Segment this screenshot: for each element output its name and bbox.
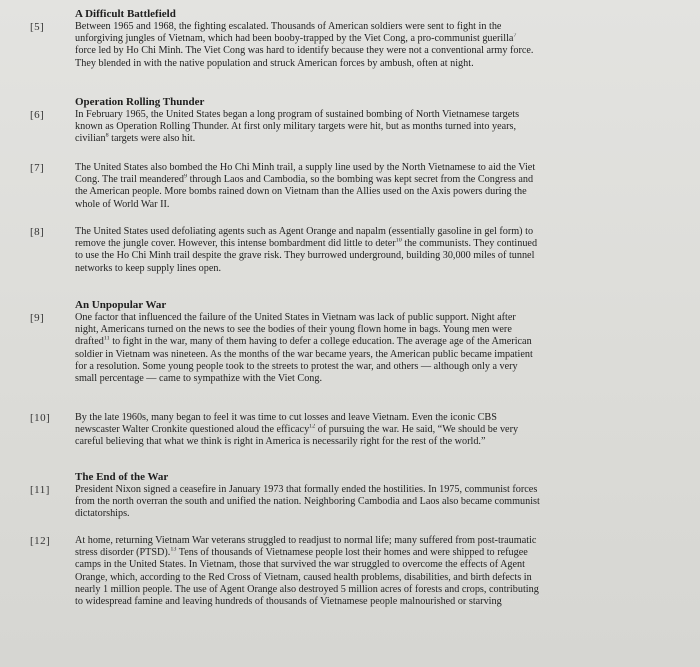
text-line: The United States also bombed the Ho Chi Minh trail, a supply line used by the North Vietnamese to aid the Viet xyxy=(75,162,536,173)
text-line: The United States used defoliating agents such as Agent Orange and napalm (essentially gasoline in gel form) to xyxy=(75,226,534,237)
text-line: soldier in Vietnam was nineteen. As the months of the war became years, the American public became impatient xyxy=(75,348,533,360)
paragraph-text xyxy=(75,535,667,608)
paragraph-text xyxy=(75,226,667,275)
text-line: unforgiving jungles of Vietnam, which had been booby-trapped by the Viet Cong, a pro-communist guerilla$^7$ xyxy=(75,33,517,45)
paragraph-text xyxy=(75,412,667,449)
paragraph-text xyxy=(75,312,667,385)
text-line: civilian$^8$ targets were also hit. xyxy=(75,133,196,145)
paragraph-text xyxy=(75,109,667,146)
text-line: At home, returning Vietnam War veterans struggled to readjust to normal life; many suffered from post-traumatic xyxy=(75,535,537,546)
text-line: By the late 1960s, many began to feel it was time to cut losses and leave Vietnam. Even the iconic CBS xyxy=(75,412,497,423)
text-line: networks to keep supply lines open. xyxy=(75,262,221,274)
paragraph-number: [8] xyxy=(30,226,45,238)
footnote-marker: 8 xyxy=(105,133,109,140)
footnote-marker: 13 xyxy=(170,547,177,553)
footnote-marker: 12 xyxy=(309,424,316,430)
section-title-unpopular-war: An Unpopular War xyxy=(75,299,167,311)
text-line: In February 1965, the United States began a long program of sustained bombing of North Vietnamese targets xyxy=(75,109,520,120)
footnote-marker: 9 xyxy=(184,174,188,180)
paragraph-number: [11] xyxy=(30,484,50,496)
section-title-difficult-battlefield: A Difficult Battlefield xyxy=(75,8,176,20)
paragraph-number: [10] xyxy=(30,412,51,424)
text-line: small percentage — came to sympathize with the Viet Cong. xyxy=(75,373,323,385)
text-line: night, Americans turned on the news to see the bodies of their young flown home in bags. Young men were xyxy=(75,324,512,336)
paragraph-text xyxy=(75,162,667,211)
paragraph-text xyxy=(75,21,667,70)
text-line: President Nixon signed a ceasefire in January 1973 that formally ended the hostilities. In 1975, communist forces xyxy=(75,484,538,495)
footnote-marker: 11 xyxy=(103,336,110,343)
text-line: the American people. More bombs rained down on Vietnam than the Allies used on the Axis powers during the xyxy=(75,186,527,198)
paragraph-number: [5] xyxy=(30,21,45,33)
text-line: newscaster Walter Cronkite questioned aloud the efficacy$^{12}$ of pursuing the war. He said, “We should be very xyxy=(75,424,519,436)
text-line: stress disorder (PTSD).$^{13}$ Tens of thousands of Vietnamese people lost their homes and were shipped to refugee xyxy=(75,547,528,559)
paragraph-text xyxy=(75,484,667,521)
text-line: force led by Ho Chi Minh. The Viet Cong was hard to identify because they were not a conventional army force. xyxy=(75,45,534,57)
paragraph-number: [12] xyxy=(30,535,51,547)
text-line: whole of World War II. xyxy=(75,198,170,210)
text-line: One factor that influenced the failure of the United States in Vietnam was lack of public support. Night after xyxy=(75,312,516,323)
section-title-end-of-war: The End of the War xyxy=(75,471,169,483)
text-line: Cong. The trail meandered$^9$ through Laos and Cambodia, so the bombing was kept secret from the Congress and xyxy=(75,174,534,186)
paragraph-number: [7] xyxy=(30,162,45,174)
text-line: They blended in with the native population and struck American forces by ambush, often at night. xyxy=(75,57,474,69)
text-line: remove the jungle cover. However, this intense bombardment did little to deter$^{10}$ the communists. They continued xyxy=(75,238,538,250)
text-line: Orange, which, according to the Red Cross of Vietnam, caused health problems, disabilities, and birth defects in xyxy=(75,571,532,583)
text-line: nearly 1 million people. The use of Agent Orange also destroyed 5 million acres of forests and crops, contributing xyxy=(75,583,539,595)
text-line: from the north overran the south and unified the nation. Neighboring Cambodia and Laos also became communist xyxy=(75,496,540,508)
text-line: for a resolution. Some young people took to the streets to protest the war, and others — although only a very xyxy=(75,360,518,372)
text-line: camps in the United States. In Vietnam, those that survived the war struggled to overcome the effects of Agent xyxy=(75,559,525,571)
text-line: known as Operation Rolling Thunder. At first only military targets were hit, but as months turned into years, xyxy=(75,121,517,133)
text-line: to widespread famine and leaving hundreds of thousands of Vietnamese people malnourished or starving xyxy=(75,596,502,608)
paragraph-number: [6] xyxy=(30,109,45,121)
text-line: careful believing that what we think is right in America is necessarily right for the rest of the world.” xyxy=(75,436,486,448)
footnote-marker: 10 xyxy=(395,238,402,244)
text-line: dictatorships. xyxy=(75,508,130,520)
paragraph-number: [9] xyxy=(30,312,45,324)
section-title-rolling-thunder: Operation Rolling Thunder xyxy=(75,96,205,108)
text-line: to use the Ho Chi Minh trail despite the grave risk. They burrowed underground, building 30,000 miles of tunnel xyxy=(75,250,535,262)
footnote-marker: 7 xyxy=(513,33,517,39)
text-line: Between 1965 and 1968, the fighting escalated. Thousands of American soldiers were sent to fight in the xyxy=(75,21,502,32)
text-line: drafted$^{11}$ to fight in the war, many of them having to defer a college education. The average age of the American xyxy=(75,336,532,348)
